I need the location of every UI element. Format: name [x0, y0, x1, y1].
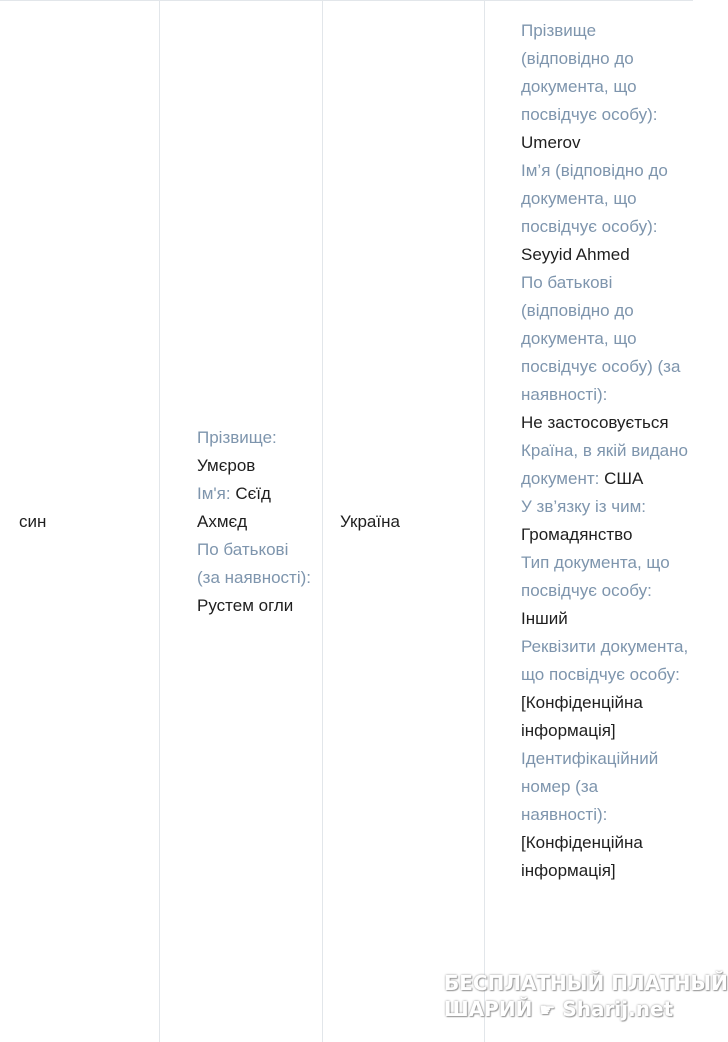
doc-surname-label: Прізвище (відповідно до документа, що посвідчує особу): [521, 21, 658, 124]
document-cell [485, 1, 693, 1042]
document-block [521, 17, 689, 885]
first-name-label: Ім'я: [197, 483, 231, 503]
first-name-value: Сєїд Ахмєд [197, 483, 271, 531]
doc-requisites-value: [Конфіденційна інформація] [521, 693, 643, 740]
watermark-line2-left: ШАРИЙ [444, 997, 533, 1021]
patronymic-value: Рустем огли [197, 595, 294, 615]
citizenship-value: Україна [340, 511, 400, 531]
surname-label: Прізвище: [197, 427, 277, 447]
patronymic-label: По батькові (за наявності): [197, 539, 312, 587]
watermark-line1: БЕСПЛАТНЫЙ ПЛАТНЫЙ [444, 971, 728, 995]
doc-reason-value: Громадянство [521, 525, 633, 544]
doc-first-name-value: Seyyid Ahmed [521, 245, 630, 264]
doc-type-value: Інший [521, 609, 568, 628]
name-block [197, 424, 312, 620]
watermark [444, 970, 728, 1028]
relation-cell [0, 1, 160, 1042]
doc-country-label: Країна, в якій видано документ: [521, 441, 688, 488]
relation-value: син [19, 511, 47, 531]
doc-type-label: Тип документа, що посвідчує особу: [521, 553, 670, 600]
doc-patronymic-label: По батькові (відповідно до документа, що посвідчує особу) (за наявності): [521, 273, 681, 404]
name-cell [160, 1, 323, 1042]
doc-first-name-label: Ім’я (відповідно до документа, що посвідчує особу): [521, 161, 668, 236]
watermark-line2-right: Sharij.net [562, 997, 674, 1021]
watermark-line2 [444, 996, 684, 1024]
doc-surname-value: Umerov [521, 133, 581, 152]
id-number-value: [Конфіденційна інформація] [521, 833, 643, 880]
doc-country-value: США [604, 469, 644, 488]
doc-reason-label: У зв’язку із чим: [521, 497, 647, 516]
id-number-label: Ідентифікаційний номер (за наявності): [521, 749, 659, 824]
surname-value: Умєров [197, 455, 256, 475]
citizenship-cell [323, 1, 485, 1042]
doc-requisites-label: Реквізити документа, що посвідчує особу: [521, 637, 689, 684]
hand-pointing-right-icon: ☛ [539, 1000, 556, 1021]
doc-patronymic-value: Не застосовується [521, 413, 669, 432]
